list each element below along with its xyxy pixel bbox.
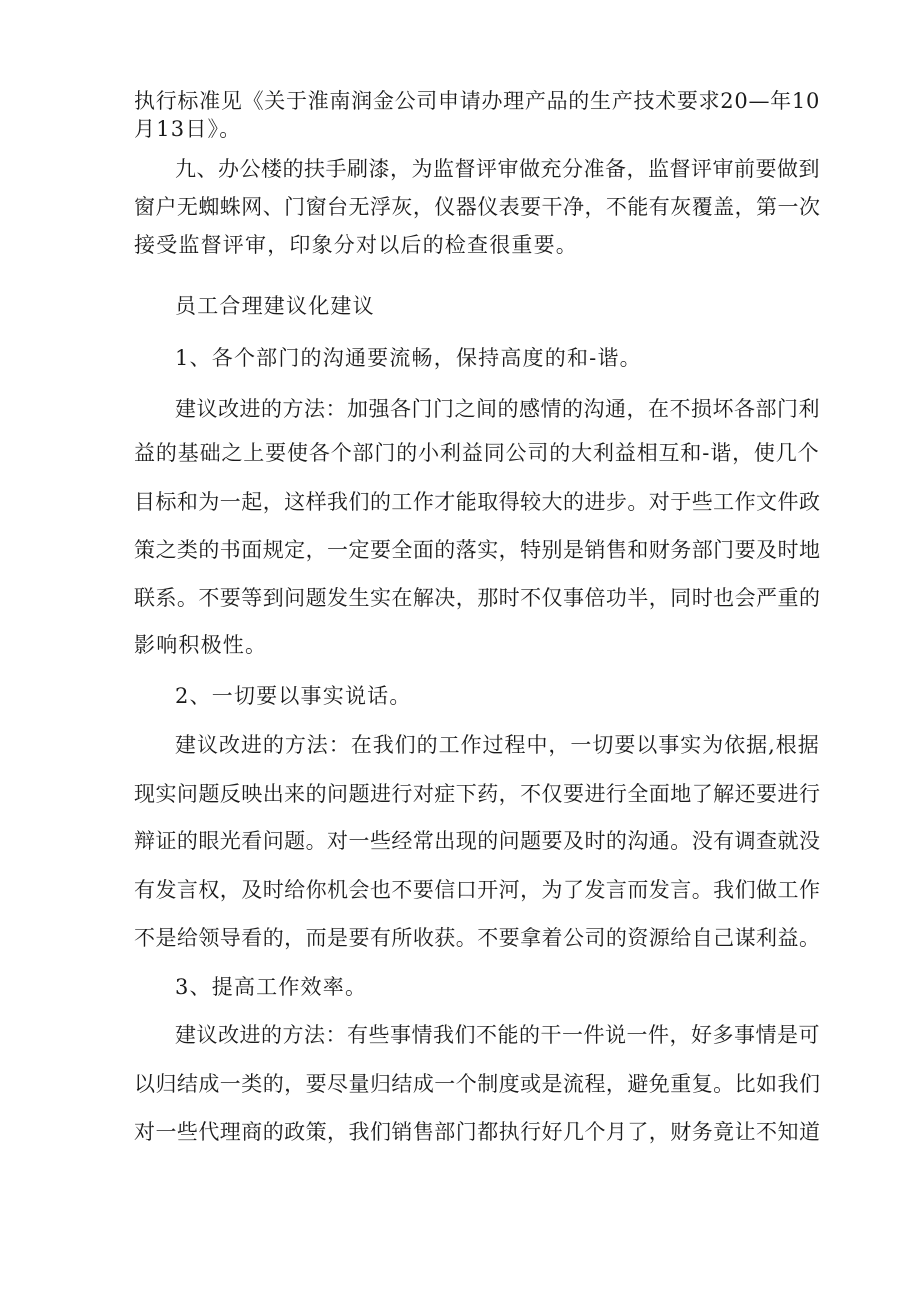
text-line: 不是给领导看的，而是要有所收获。不要拿着公司的资源给自己谋利益。 xyxy=(134,926,821,950)
text-line: 策之类的书面规定，一定要全面的落实，特别是销售和财务部门要及时地 xyxy=(134,538,821,562)
suggestion-title-3: 3、提高工作效率。 xyxy=(175,975,368,999)
text-line: 月13日》。 xyxy=(134,117,242,141)
text-line: 对一些代理商的政策，我们销售部门都执行好几个月了，财务竟让不知道 xyxy=(134,1120,821,1144)
text-line: 目标和为一起，这样我们的工作才能取得较大的进步。对于些工作文件政 xyxy=(134,490,821,514)
text-line: 以归结成一类的，要尽量归结成一个制度或是流程，避免重复。比如我们 xyxy=(134,1072,821,1096)
suggestion-title-2: 2、一切要以事实说话。 xyxy=(175,684,412,708)
text-line: 接受监督评审，印象分对以后的检查很重要。 xyxy=(134,233,578,257)
text-line: 有发言权，及时给你机会也不要信口开河，为了发言而发言。我们做工作 xyxy=(134,878,821,902)
text-line: 建议改进的方法：有些事情我们不能的干一件说一件，好多事情是可 xyxy=(175,1023,820,1047)
text-line: 建议改进的方法：在我们的工作过程中，一切要以事实为依据,根据 xyxy=(175,733,820,757)
section-heading: 员工合理建议化建议 xyxy=(175,294,375,318)
paragraph-item-nine: 九、办公楼的扶手刷漆，为监督评审做充分准备，监督评审前要做到 xyxy=(175,157,820,181)
text-line: 影响积极性。 xyxy=(134,633,268,657)
text-line: 联系。不要等到问题发生实在解决，那时不仅事倍功半，同时也会严重的 xyxy=(134,586,821,610)
text-line: 窗户无蜘蛛网、门窗台无浮灰，仪器仪表要干净，不能有灰覆盖，第一次 xyxy=(134,195,821,219)
text-line: 建议改进的方法：加强各门门之间的感情的沟通，在不损坏各部门利 xyxy=(175,397,820,421)
text-line: 益的基础之上要使各个部门的小利益同公司的大利益相互和-谐，使几个 xyxy=(134,441,820,465)
text-line: 执行标准见《关于淮南润金公司申请办理产品的生产技术要求20—年10 xyxy=(134,89,821,113)
text-line: 辩证的眼光看问题。对一些经常出现的问题要及时的沟通。没有调查就没 xyxy=(134,829,821,853)
text-line: 现实问题反映出来的问题进行对症下药，不仅要进行全面地了解还要进行 xyxy=(134,782,821,806)
suggestion-title-1: 1、各个部门的沟通要流畅，保持高度的和-谐。 xyxy=(175,346,642,370)
